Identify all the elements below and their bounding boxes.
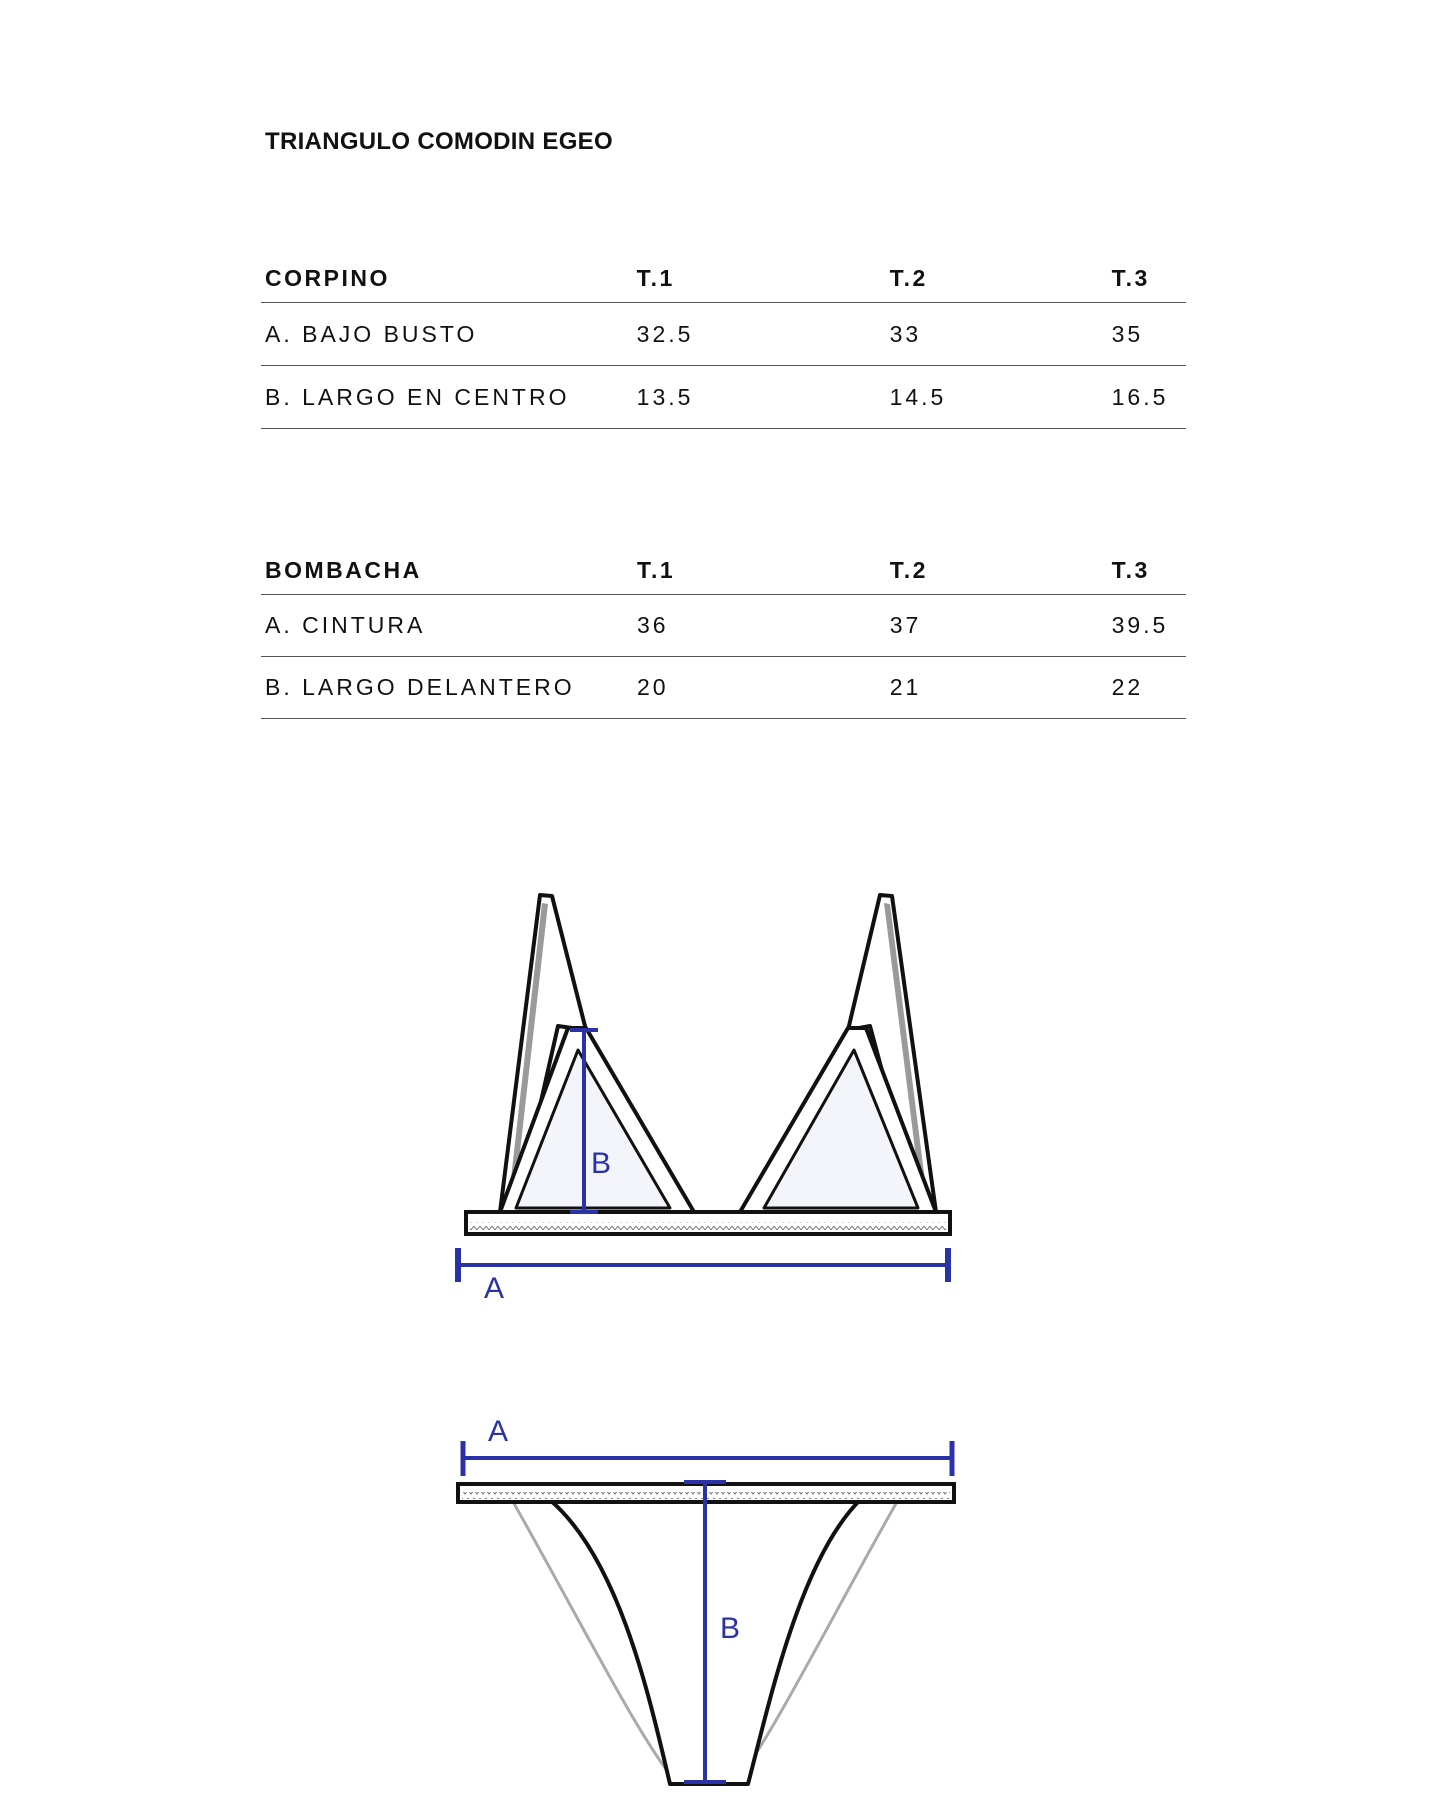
measure-b-label-bottom: B [720, 1612, 741, 1645]
measure-a-label-bottom: A [488, 1415, 509, 1448]
bra-illustration [466, 895, 950, 1234]
cell-value: 22 [1111, 674, 1144, 700]
row-label: A. BAJO BUSTO [265, 320, 478, 347]
row-label: B. LARGO EN CENTRO [265, 383, 570, 410]
cell-value: 20 [636, 674, 669, 700]
cell-value: 16.5 [1111, 383, 1169, 410]
bra-band-elastic [470, 1222, 946, 1230]
row-label: B. LARGO DELANTERO [265, 674, 575, 700]
measure-b-label: B [591, 1147, 612, 1180]
column-header: T.3 [1111, 556, 1150, 583]
column-header: T.2 [889, 264, 928, 291]
column-header: T.3 [1111, 264, 1150, 291]
row-label: A. CINTURA [265, 612, 426, 638]
page-title: TRIANGULO COMODIN EGEO [265, 128, 613, 155]
column-header: T.1 [636, 264, 675, 291]
cell-value: 14.5 [889, 383, 947, 410]
column-header: T.1 [636, 556, 676, 583]
cell-value: 35 [1111, 320, 1144, 347]
measure-a-label: A [484, 1272, 505, 1305]
cell-value: 21 [889, 674, 922, 700]
cell-value: 39.5 [1111, 612, 1169, 638]
cell-value: 33 [889, 320, 922, 347]
cell-value: 36 [636, 612, 669, 638]
cell-value: 37 [889, 612, 922, 638]
column-header: T.2 [889, 556, 928, 583]
cell-value: 13.5 [636, 383, 694, 410]
column-header: CORPINO [265, 264, 390, 291]
column-header: BOMBACHA [265, 556, 422, 583]
cell-value: 32.5 [636, 320, 694, 347]
